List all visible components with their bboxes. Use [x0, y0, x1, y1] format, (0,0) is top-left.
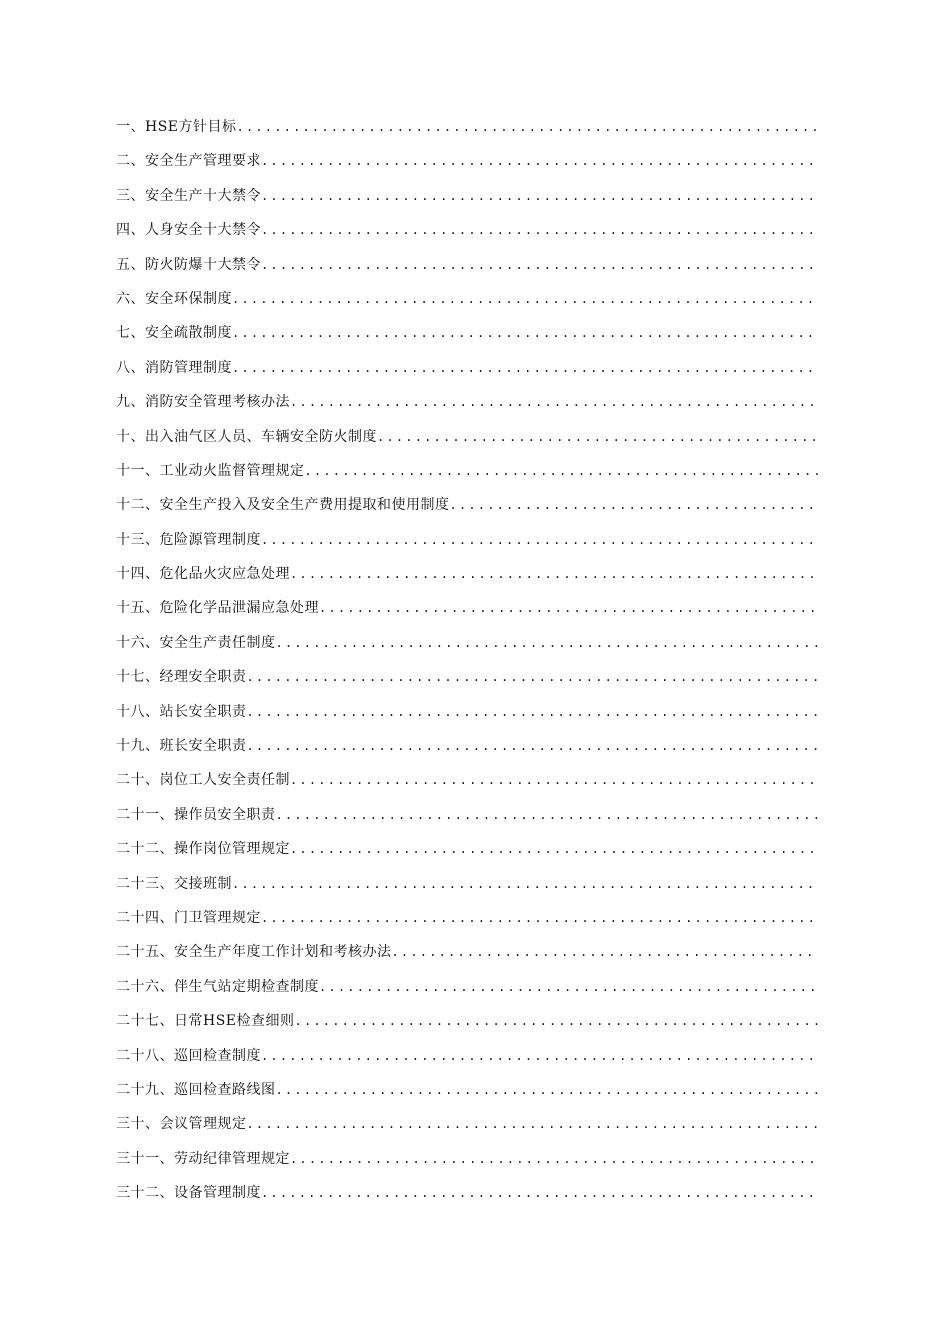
- toc-dot-leader: [319, 977, 818, 997]
- toc-entry[interactable]: [116, 770, 818, 804]
- toc-entry-title: 二十三、交接班制: [116, 875, 232, 892]
- toc-entry-title: 九、消防安全管理考核办法: [116, 394, 290, 411]
- toc-dot-leader: [276, 805, 819, 825]
- toc-entry-title: 十八、站长安全职责: [116, 703, 247, 720]
- toc-entry-title: 二十八、巡回检查制度: [116, 1047, 261, 1064]
- toc-entry[interactable]: [116, 1114, 818, 1148]
- toc-entry[interactable]: [116, 255, 818, 289]
- toc-dot-leader: [261, 1046, 818, 1066]
- toc-entry[interactable]: [116, 117, 818, 151]
- toc-entry[interactable]: [116, 977, 818, 1011]
- toc-dot-leader: [261, 908, 818, 928]
- toc-entry-title: 二十六、伴生气站定期检查制度: [116, 978, 319, 995]
- toc-entry[interactable]: [116, 908, 818, 942]
- toc-dot-leader: [295, 1011, 818, 1031]
- toc-entry[interactable]: [116, 151, 818, 185]
- toc-dot-leader: [261, 151, 818, 171]
- toc-entry-title: 二十九、巡回检查路线图: [116, 1081, 276, 1098]
- toc-entry-title: 十九、班长安全职责: [116, 738, 247, 755]
- toc-dot-leader: [450, 495, 819, 515]
- table-of-contents: [116, 117, 818, 1218]
- toc-entry[interactable]: [116, 530, 818, 564]
- toc-dot-leader: [261, 255, 818, 275]
- toc-entry-title: 十三、危险源管理制度: [116, 531, 261, 548]
- toc-entry-title: 十五、危险化学品泄漏应急处理: [116, 600, 319, 617]
- toc-entry-title: 三十一、劳动纪律管理规定: [116, 1150, 290, 1167]
- toc-entry-title: 十、出入油气区人员、车辆安全防火制度: [116, 428, 377, 445]
- toc-dot-leader: [290, 1149, 818, 1169]
- toc-entry[interactable]: [116, 1080, 818, 1114]
- toc-entry[interactable]: [116, 633, 818, 667]
- toc-entry-title: 十四、危化品火灾应急处理: [116, 566, 290, 583]
- toc-entry-title: 八、消防管理制度: [116, 359, 232, 376]
- toc-entry-title: 二十一、操作员安全职责: [116, 806, 276, 823]
- toc-dot-leader: [232, 289, 818, 309]
- toc-entry[interactable]: [116, 736, 818, 770]
- toc-entry-title: 二十二、操作岗位管理规定: [116, 841, 290, 858]
- toc-entry[interactable]: [116, 186, 818, 220]
- toc-dot-leader: [319, 598, 818, 618]
- toc-entry[interactable]: [116, 392, 818, 426]
- toc-entry[interactable]: [116, 220, 818, 254]
- toc-dot-leader: [276, 1080, 819, 1100]
- toc-entry[interactable]: [116, 667, 818, 701]
- toc-entry[interactable]: [116, 461, 818, 495]
- toc-dot-leader: [290, 839, 818, 859]
- toc-entry-title: 十七、经理安全职责: [116, 669, 247, 686]
- toc-dot-leader: [261, 186, 818, 206]
- toc-dot-leader: [305, 461, 819, 481]
- toc-dot-leader: [247, 736, 819, 756]
- toc-entry[interactable]: [116, 323, 818, 357]
- toc-entry-title: 三十二、设备管理制度: [116, 1185, 261, 1202]
- toc-dot-leader: [377, 427, 818, 447]
- toc-entry[interactable]: [116, 839, 818, 873]
- toc-entry[interactable]: [116, 1046, 818, 1080]
- toc-dot-leader: [290, 770, 818, 790]
- toc-entry-title: 四、人身安全十大禁令: [116, 222, 261, 239]
- toc-entry[interactable]: [116, 874, 818, 908]
- toc-entry-title: 七、安全疏散制度: [116, 325, 232, 342]
- toc-dot-leader: [290, 392, 818, 412]
- toc-dot-leader: [247, 702, 819, 722]
- toc-entry-title: 二十四、门卫管理规定: [116, 909, 261, 926]
- toc-dot-leader: [290, 564, 818, 584]
- toc-entry[interactable]: [116, 427, 818, 461]
- toc-entry-title: 三十、会议管理规定: [116, 1116, 247, 1133]
- toc-dot-leader: [247, 667, 819, 687]
- toc-entry[interactable]: [116, 702, 818, 736]
- toc-dot-leader: [261, 1183, 818, 1203]
- toc-dot-leader: [232, 358, 818, 378]
- toc-entry[interactable]: [116, 1011, 818, 1045]
- toc-entry[interactable]: [116, 358, 818, 392]
- toc-entry-title: 一、HSE方针目标: [116, 119, 237, 135]
- toc-entry-title: 二十五、安全生产年度工作计划和考核办法: [116, 944, 392, 961]
- toc-entry[interactable]: [116, 495, 818, 529]
- toc-entry-title: 三、安全生产十大禁令: [116, 187, 261, 204]
- toc-entry-title: 十一、工业动火监督管理规定: [116, 462, 305, 479]
- toc-entry[interactable]: [116, 942, 818, 976]
- toc-dot-leader: [261, 220, 818, 240]
- toc-dot-leader: [237, 117, 818, 137]
- toc-entry-title: 十六、安全生产责任制度: [116, 634, 276, 651]
- toc-entry[interactable]: [116, 1149, 818, 1183]
- toc-entry-title: 十二、安全生产投入及安全生产费用提取和使用制度: [116, 497, 450, 514]
- toc-entry-title: 二、安全生产管理要求: [116, 153, 261, 170]
- toc-entry[interactable]: [116, 1183, 818, 1217]
- toc-entry[interactable]: [116, 564, 818, 598]
- toc-dot-leader: [232, 323, 818, 343]
- toc-entry[interactable]: [116, 598, 818, 632]
- toc-dot-leader: [232, 874, 818, 894]
- toc-dot-leader: [276, 633, 819, 653]
- toc-entry-title: 二十七、日常HSE检查细则: [116, 1013, 295, 1030]
- toc-entry-title: 二十、岗位工人安全责任制: [116, 772, 290, 789]
- toc-entry[interactable]: [116, 289, 818, 323]
- toc-dot-leader: [247, 1114, 819, 1134]
- toc-entry-title: 六、安全环保制度: [116, 290, 232, 307]
- toc-dot-leader: [261, 530, 818, 550]
- toc-dot-leader: [392, 942, 819, 962]
- toc-entry-title: 五、防火防爆十大禁令: [116, 256, 261, 273]
- toc-entry[interactable]: [116, 805, 818, 839]
